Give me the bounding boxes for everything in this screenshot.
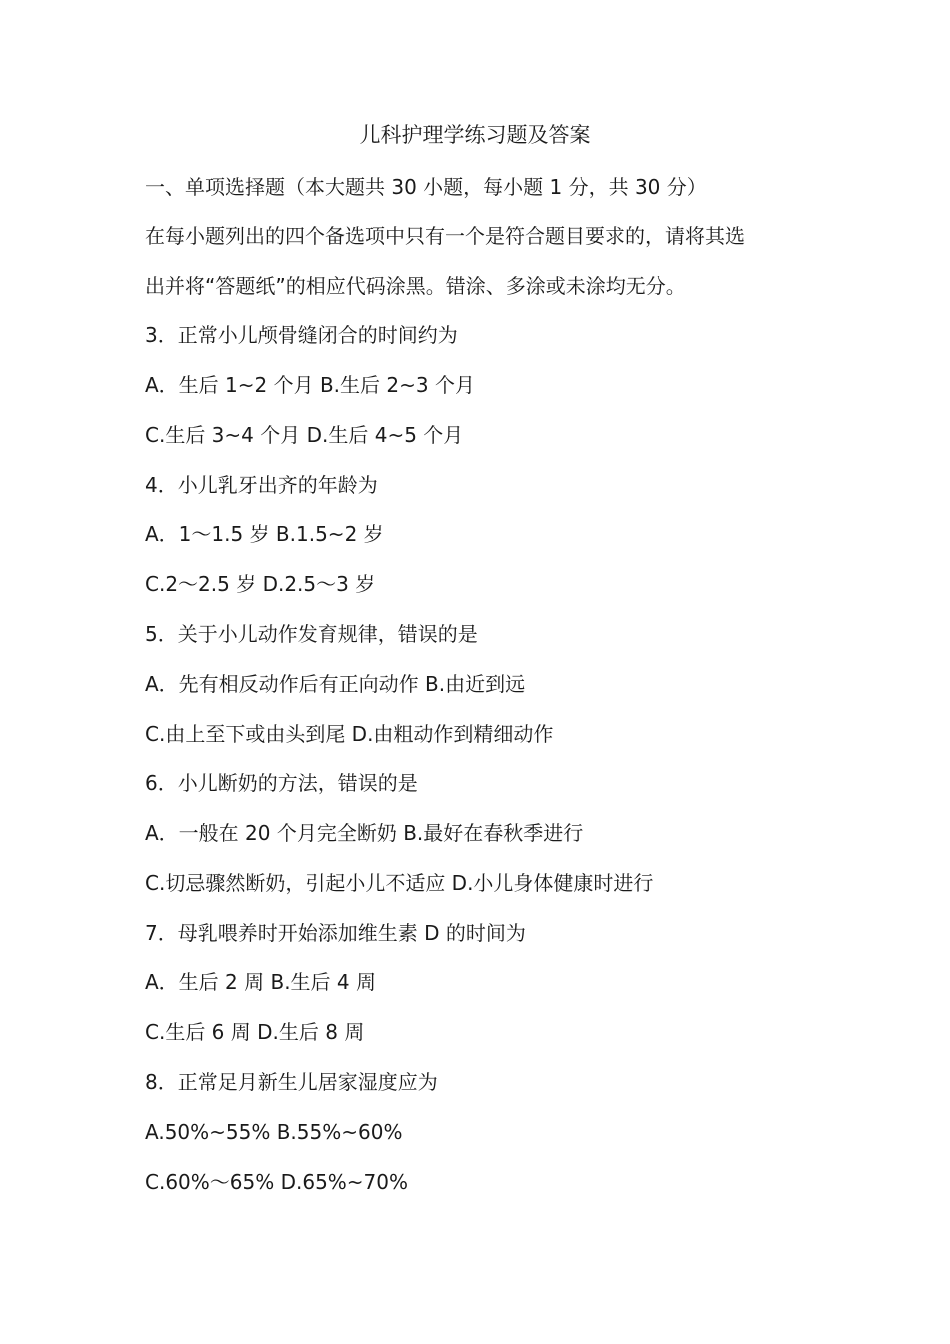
question-3-stem: 3．正常小儿颅骨缝闭合的时间约为 (145, 323, 458, 347)
question-5-options-ab: A．先有相反动作后有正向动作 B.由近到远 (145, 672, 526, 696)
question-4-options-ab: A．1～1.5 岁 B.1.5~2 岁 (145, 522, 384, 546)
question-5-options-cd: C.由上至下或由头到尾 D.由粗动作到精细动作 (145, 722, 554, 746)
question-7-options-cd: C.生后 6 周 D.生后 8 周 (145, 1020, 365, 1044)
question-6-stem: 6．小儿断奶的方法，错误的是 (145, 771, 418, 795)
section-heading: 一、单项选择题（本大题共 30 小题，每小题 1 分，共 30 分） (145, 175, 707, 199)
question-5-stem: 5．关于小儿动作发育规律，错误的是 (145, 622, 478, 646)
question-6-options-ab: A．一般在 20 个月完全断奶 B.最好在春秋季进行 (145, 821, 584, 845)
question-7-stem: 7．母乳喂养时开始添加维生素 D 的时间为 (145, 921, 526, 945)
question-8-options-cd: C.60%～65% D.65%~70% (145, 1170, 409, 1194)
question-3-options-cd: C.生后 3~4 个月 D.生后 4~5 个月 (145, 423, 464, 447)
question-4-options-cd: C.2～2.5 岁 D.2.5～3 岁 (145, 572, 376, 596)
question-8-stem: 8．正常足月新生儿居家湿度应为 (145, 1070, 438, 1094)
instruction-line-1: 在每小题列出的四个备选项中只有一个是符合题目要求的，请将其选 (145, 224, 745, 248)
question-8-options-ab: A.50%~55% B.55%~60% (145, 1120, 403, 1144)
question-7-options-ab: A．生后 2 周 B.生后 4 周 (145, 970, 376, 994)
document-title: 儿科护理学练习题及答案 (359, 123, 591, 147)
question-6-options-cd: C.切忌骤然断奶，引起小儿不适应 D.小儿身体健康时进行 (145, 871, 654, 895)
instruction-line-2: 出并将“答题纸”的相应代码涂黑。错涂、多涂或未涂均无分。 (145, 274, 686, 298)
question-3-options-ab: A．生后 1~2 个月 B.生后 2~3 个月 (145, 373, 475, 397)
question-4-stem: 4．小儿乳牙出齐的年龄为 (145, 473, 378, 497)
